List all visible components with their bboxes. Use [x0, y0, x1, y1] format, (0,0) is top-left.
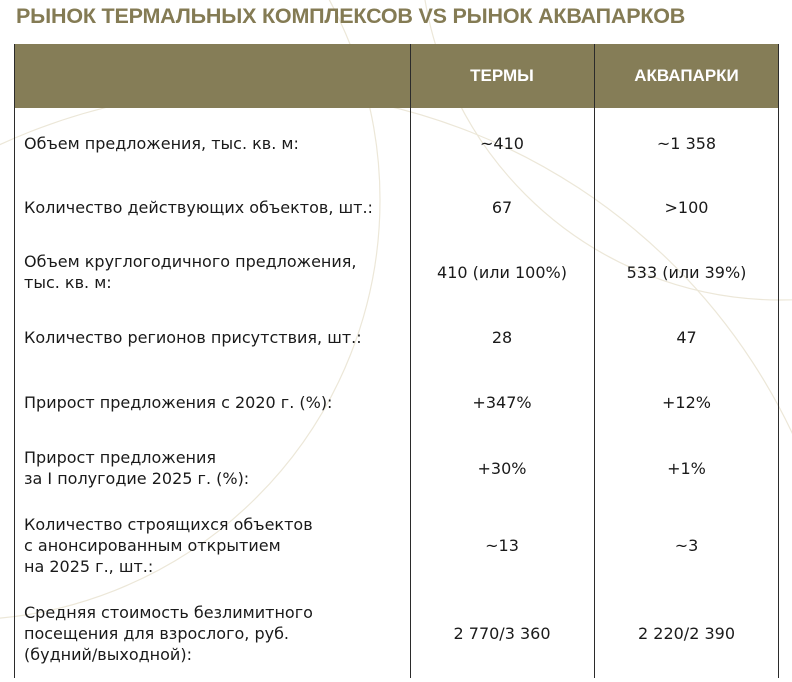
- row-label: Средняя стоимость безлимитного посещения для взрослого, руб. (будний/выходной):: [24, 603, 313, 664]
- aquapark-value: 2 220/2 390: [638, 624, 735, 643]
- aquapark-value: ~3: [674, 535, 699, 555]
- aquapark-value: >100: [664, 197, 709, 217]
- thermal-value: ~410: [480, 133, 524, 153]
- table-row: [15, 435, 778, 501]
- comparison-table: [14, 44, 779, 678]
- table-row: [15, 239, 778, 305]
- page-title: РЫНОК ТЕРМАЛЬНЫХ КОМПЛЕКСОВ VS РЫНОК АКВАПАРКОВ: [16, 4, 686, 28]
- thermal-value: 2 770/3 360: [453, 624, 551, 643]
- row-label: Объем предложения, тыс. кв. м:: [24, 133, 299, 153]
- thermal-value: ~13: [485, 535, 519, 555]
- row-label: Количество регионов присутствия, шт.:: [24, 327, 362, 347]
- aquapark-value: +12%: [662, 392, 711, 412]
- aquapark-value: ~1 358: [656, 133, 717, 153]
- row-label: Количество действующих объектов, шт.:: [24, 197, 373, 217]
- table-row: [15, 369, 778, 435]
- header-thermal: ТЕРМЫ: [470, 66, 534, 85]
- thermal-value: +30%: [477, 458, 527, 478]
- aquapark-value: 47: [676, 327, 697, 347]
- thermal-value: 28: [491, 327, 513, 347]
- aquapark-value: +1%: [667, 458, 706, 478]
- thermal-value: 410 (или 100%): [437, 262, 567, 282]
- table-row: [15, 501, 778, 589]
- row-label: Прирост предложения за I полугодие 2025 г. (%):: [24, 448, 250, 488]
- table-row: [15, 305, 778, 369]
- row-label: Прирост предложения с 2020 г. (%):: [24, 392, 333, 412]
- row-label: Объем круглогодичного предложения, тыс. кв. м:: [24, 252, 357, 292]
- aquapark-value: 533 (или 39%): [626, 262, 747, 282]
- table-row: [15, 175, 778, 239]
- thermal-value: 67: [491, 197, 513, 217]
- header-aquapark: АКВАПАРКИ: [634, 66, 739, 85]
- table-row: [15, 111, 778, 175]
- table-row: [15, 589, 778, 678]
- table-header: [15, 44, 778, 108]
- row-label: Количество строящихся объектов с анонсированным открытием на 2025 г., шт.:: [24, 514, 313, 576]
- thermal-value: +347%: [472, 392, 532, 412]
